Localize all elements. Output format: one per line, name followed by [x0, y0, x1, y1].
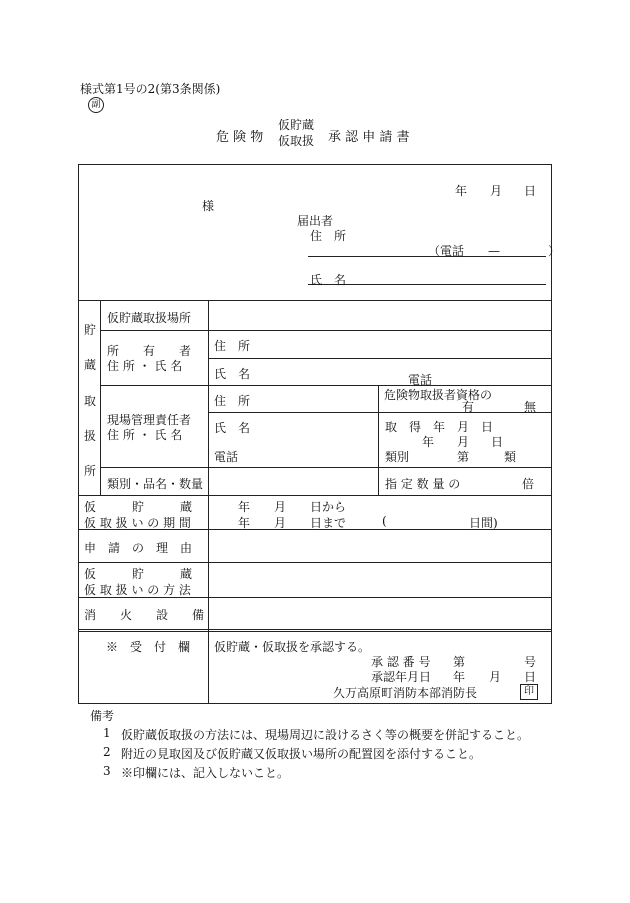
period-until-year: 年 — [238, 516, 251, 530]
note-2-text: 附近の見取図及び仮貯蔵又仮取扱い場所の配置図を添付すること。 — [121, 747, 482, 761]
manager-name: 氏 名 — [214, 421, 251, 435]
receipt-label: ※ 受 付 欄 — [106, 640, 191, 654]
period-from-month: 月 — [274, 500, 287, 514]
seal-mark: 印 — [520, 684, 538, 700]
date-year: 年 — [455, 184, 468, 198]
owner-phone: 電話 — [408, 373, 433, 387]
address-label: 住 所 — [310, 229, 347, 243]
fire-equipment-label: 消 火 設 備 — [84, 608, 205, 622]
multiple-suffix: 倍 — [522, 477, 535, 491]
note-2-number: 2 — [103, 745, 111, 759]
class-label: 類別 — [385, 450, 410, 464]
acquired-label: 取 得 年 月 日 — [385, 420, 494, 434]
manager-label-2: 住 所 ・ 氏 名 — [107, 428, 183, 442]
acquired-month: 月 — [457, 435, 470, 449]
owner-address: 住 所 — [214, 339, 251, 353]
period-label-1: 仮 貯 蔵 — [84, 500, 193, 514]
approval-no-suffix: 号 — [524, 655, 537, 669]
owner-label-1: 所 有 者 — [107, 344, 192, 358]
qualification-label: 危険物取扱者資格の — [384, 388, 493, 402]
reason-label: 申 請 の 理 由 — [84, 541, 193, 555]
period-from-day: 日から — [310, 500, 347, 514]
note-3-text: ※印欄には、記入しないこと。 — [121, 766, 290, 780]
copy-mark: 副 — [88, 97, 104, 113]
date-month: 月 — [490, 184, 503, 198]
phone-label: （電話 — ） — [428, 244, 561, 258]
manager-address: 住 所 — [214, 394, 251, 408]
title-right: 承 認 申 請 書 — [328, 130, 410, 145]
note-1-number: 1 — [103, 726, 111, 740]
method-label-1: 仮 貯 蔵 — [84, 567, 193, 581]
qualification-no: 無 — [524, 400, 537, 414]
period-until-day: 日まで — [310, 516, 347, 530]
form-id: 様式第1号の2(第3条関係) — [80, 82, 221, 96]
period-open-paren: ( — [382, 514, 387, 528]
side-char-2: 蔵 — [84, 358, 97, 372]
side-char-1: 貯 — [84, 323, 97, 337]
class-number-prefix: 第 — [457, 450, 470, 464]
notes-heading: 備考 — [90, 709, 115, 723]
name-label: 氏 名 — [310, 273, 347, 287]
acquired-day: 日 — [491, 435, 504, 449]
multiple-label: 指 定 数 量 の — [385, 477, 461, 491]
side-char-4: 扱 — [84, 429, 97, 443]
approval-year: 年 — [453, 670, 466, 684]
period-from-year: 年 — [238, 500, 251, 514]
period-days: 日間) — [469, 516, 498, 530]
acquired-year: 年 — [422, 435, 435, 449]
period-until-month: 月 — [274, 516, 287, 530]
approval-month: 月 — [489, 670, 502, 684]
owner-label-2: 住 所 ・ 氏 名 — [107, 359, 183, 373]
applicant-label: 届出者 — [297, 214, 334, 228]
manager-label-1: 現場管理責任者 — [107, 413, 192, 427]
qualification-yes: 有 — [462, 400, 475, 414]
title-mid-bottom: 仮取扱 — [278, 134, 315, 148]
approval-day: 日 — [524, 670, 537, 684]
title-left: 危 険 物 — [216, 130, 264, 145]
approve-text: 仮貯蔵・仮取扱を承認する。 — [214, 640, 371, 654]
place-label: 仮貯蔵取扱場所 — [107, 311, 192, 325]
addressee-suffix: 様 — [202, 199, 215, 213]
approval-no-prefix: 第 — [453, 655, 466, 669]
side-char-5: 所 — [84, 464, 97, 478]
method-label-2: 仮 取 扱 い の 方 法 — [84, 583, 191, 597]
side-char-3: 取 — [84, 394, 97, 408]
approval-no-label: 承 認 番 号 — [371, 655, 431, 669]
owner-name: 氏 名 — [214, 367, 251, 381]
fire-chief: 久万高原町消防本部消防長 — [333, 686, 478, 700]
note-3-number: 3 — [103, 764, 111, 778]
approval-date-label: 承認年月日 — [371, 670, 432, 684]
class-suffix: 類 — [504, 450, 517, 464]
manager-phone: 電話 — [214, 450, 239, 464]
note-1-text: 仮貯蔵仮取扱の方法には、現場周辺に設けるさく等の概要を併記すること。 — [121, 728, 530, 742]
period-label-2: 仮 取 扱 い の 期 間 — [84, 516, 191, 530]
date-day: 日 — [524, 184, 537, 198]
kind-label: 類別・品名・数量 — [107, 477, 204, 491]
title-mid-top: 仮貯蔵 — [278, 118, 315, 132]
